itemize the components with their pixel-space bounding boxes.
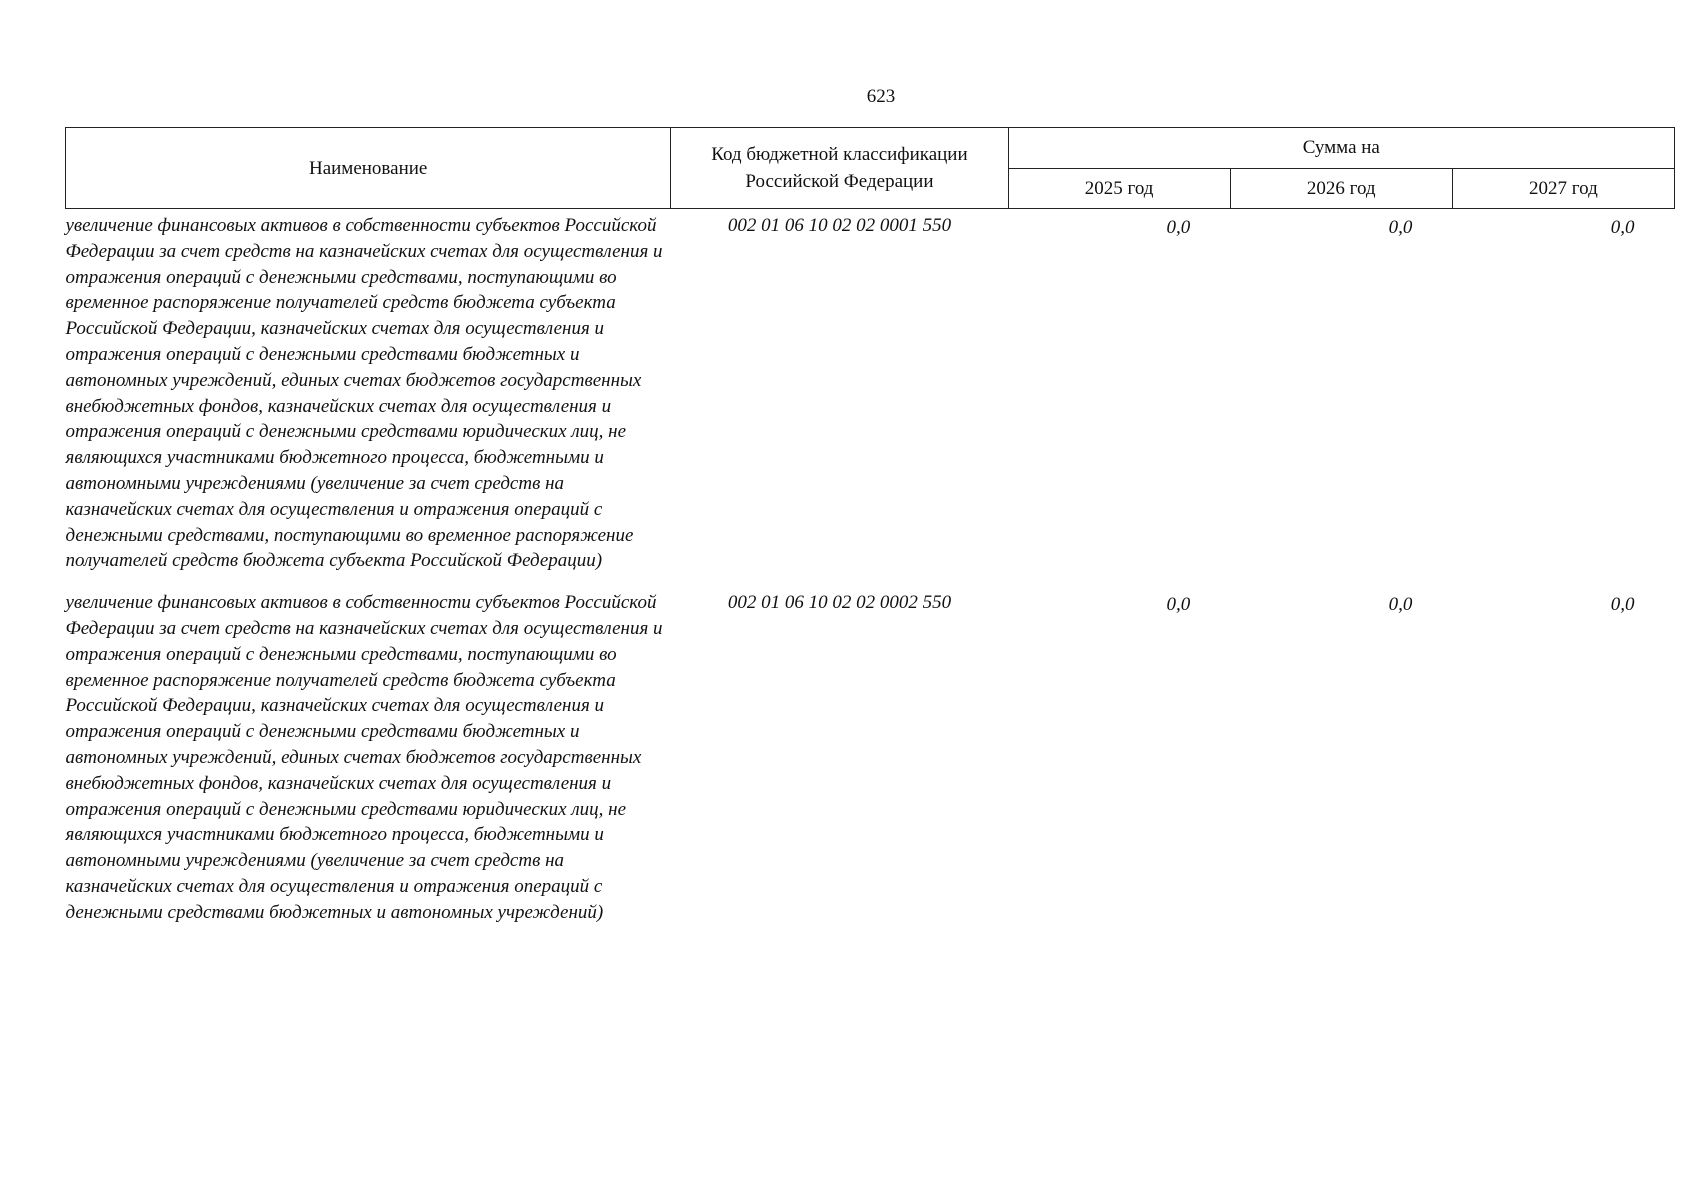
header-sum: Сумма на [1008,128,1674,169]
header-row [66,128,1675,169]
row-value-2026: 0,0 [1388,594,1413,616]
header-code: Код бюджетной классификации Российской Федерации [671,128,1008,209]
page-number: 623 [866,86,896,107]
row-code: 002 01 06 10 02 02 0002 550 [727,592,952,614]
table-row [66,586,1675,937]
header-name: Наименование [66,128,671,209]
budget-table [65,127,1675,938]
row-name: увеличение финансовых активов в собственности субъектов Российской Федерации за счет средств на казначейских счетах для осуществления и отражения операций с денежными средствами, поступающими во временное распоряжение получателей средств бюджета субъекта Российской Федерации, казначейских счетах для осуществления и отражения операций с денежными средствами бюджетных и автономных учреждений, единых счетах бюджетов государственных внебюджетных фондов, казначейских счетах для осуществления и отражения операций с денежными средствами юридических лиц, не являющихся участниками бюджетного процесса, бюджетными и автономными учреждениями (увеличение за счет средств на казначейских счетах для осуществления и отражения операций с денежными средствами бюджетных и автономных учреждений) [65,592,663,923]
row-value-2027: 0,0 [1610,217,1635,238]
row-value-2026: 0,0 [1388,217,1413,238]
row-value-2027: 0,0 [1610,594,1635,616]
row-name: увеличение финансовых активов в собственности субъектов Российской Федерации за счет средств на казначейских счетах для осуществления и отражения операций с денежными средствами, поступающими во временное распоряжение получателей средств бюджета субъекта Российской Федерации, казначейских счетах для осуществления и отражения операций с денежными средствами бюджетных и автономных учреждений, единых счетах бюджетов государственных внебюджетных фондов, казначейских счетах для осуществления и отражения операций с денежными средствами юридических лиц, не являющихся участниками бюджетного процесса, бюджетными и автономными учреждениями (увеличение за счет средств на казначейских счетах для осуществления и отражения операций с денежными средствами, поступающими во временное распоряжение получателей средств бюджета субъекта Российской Федерации) [65,215,663,572]
row-code: 002 01 06 10 02 02 0001 550 [727,215,952,236]
table-row [66,209,1675,587]
header-year-2025: 2025 год [1008,168,1230,209]
row-value-2025: 0,0 [1166,217,1191,238]
header-year-2026: 2026 год [1230,168,1452,209]
header-year-2027: 2027 год [1452,168,1674,209]
row-value-2025: 0,0 [1166,594,1191,616]
